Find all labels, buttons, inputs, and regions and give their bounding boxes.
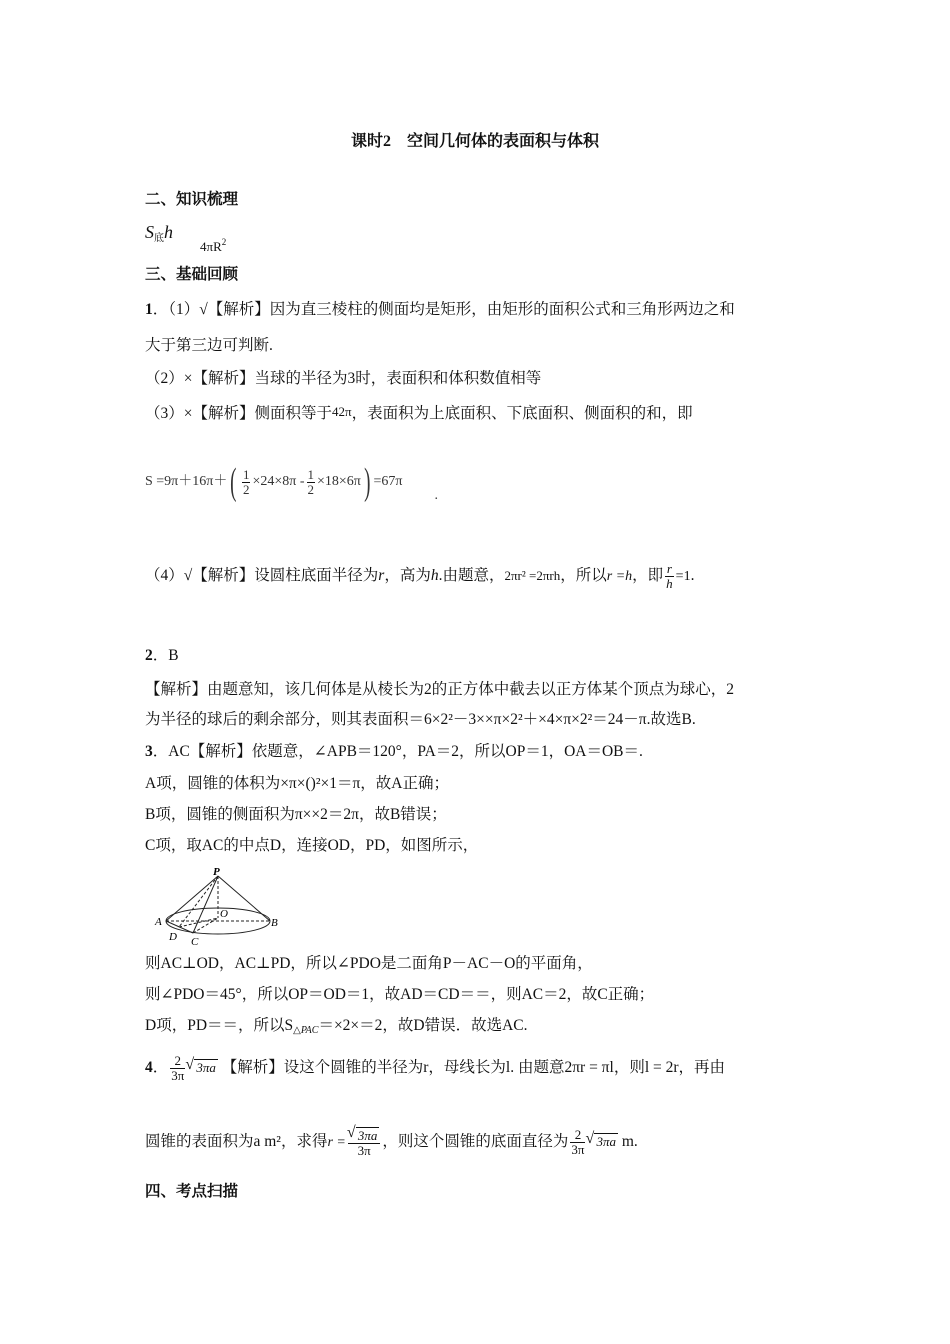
q3-line2: A项，圆锥的体积为×π×()²×1＝π，故A正确； [145, 775, 449, 792]
formula-sphere-area: $4\pi R^2$ [200, 237, 227, 254]
label-B: B [271, 917, 278, 929]
label-D: D [169, 931, 177, 943]
q3-line7: D项，PD＝＝，所以$S_{\triangle PAC}=\times 2\times=2$，故D错误．故选AC. [145, 1017, 528, 1036]
q4-line2: 圆锥的表面积为a m²，求得r = √ $\frac{3\pi a}{3\pi}$ ，则这个圆锥的底面直径为 $\frac{2}{3\pi}$ √ 3πa m. [145, 1124, 638, 1161]
section-2-heading: 二、知识梳理 [145, 191, 239, 208]
q1-line1: 1．（1）√【解析】因为直三棱柱的侧面均是矩形，由矩形的面积公式和三角形两边之和 [145, 301, 735, 318]
label-O: O [220, 908, 228, 920]
label-C: C [191, 936, 199, 948]
q3-line4: C项，取AC的中点D，连接OD，PD，如图所示， [145, 837, 479, 854]
q1-line1b: 大于第三边可判断. [145, 337, 273, 354]
q2-answer: 2．B [145, 647, 179, 664]
q1-line3: （3）×【解析】侧面积等于42π，表面积为上底面积、下底面积、侧面积的和，即 [145, 404, 693, 422]
label-A: A [155, 916, 162, 928]
q3-line5: 则AC⊥OD，AC⊥PD，所以∠PDO是二面角P－AC－O的平面角， [145, 955, 593, 972]
q2-line1: 【解析】由题意知，该几何体是从棱长为2的正方体中截去以正方体某个顶点为球心，2 [145, 681, 735, 698]
cone-figure [150, 866, 285, 951]
q2-line2: 为半径的球后的剩余部分，则其表面积＝6×2²－3××π×2²＋×4×π×2²＝24－π.故选B. [145, 711, 696, 728]
page-title: 课时2 空间几何体的表面积与体积 [350, 133, 599, 150]
formula-base-height: $S_底h$ [145, 222, 173, 244]
q1-line4: （4）√【解析】设圆柱底面半径为r，高为h.由题意，2πr² =2πrh，所以r =h，即 $\frac{r}{h}$ =1. [145, 561, 695, 591]
q3-line3: B项，圆锥的侧面积为π××2＝2π，故B错误； [145, 806, 447, 823]
q4-line1: 4． $\frac{2}{3\pi}$ √ 3πa 【解析】设这个圆锥的半径为r，母线长为l. 由题意2πr = πl，则l = 2r，再由 [145, 1050, 725, 1086]
section-4-heading: 四、考点扫描 [145, 1183, 239, 1200]
section-3-heading: 三、基础回顾 [145, 266, 239, 283]
label-P: P [213, 866, 220, 878]
q1-surface-formula: S =9π＋16π＋( $\frac{1}{2}$ ×24×8π - $\frac{1}{2}$ ×18×6π) =67π. [145, 461, 438, 504]
q3-line6: 则∠PDO＝45°，所以OP＝OD＝1，故AD＝CD＝＝，则AC＝2，故C正确； [145, 986, 655, 1003]
q3-line1: 3．AC【解析】依题意，∠APB＝120°，PA＝2，所以OP＝1，OA＝OB＝. [145, 743, 643, 760]
q1-line2: （2）×【解析】当球的半径为3时，表面积和体积数值相等 [145, 370, 542, 387]
